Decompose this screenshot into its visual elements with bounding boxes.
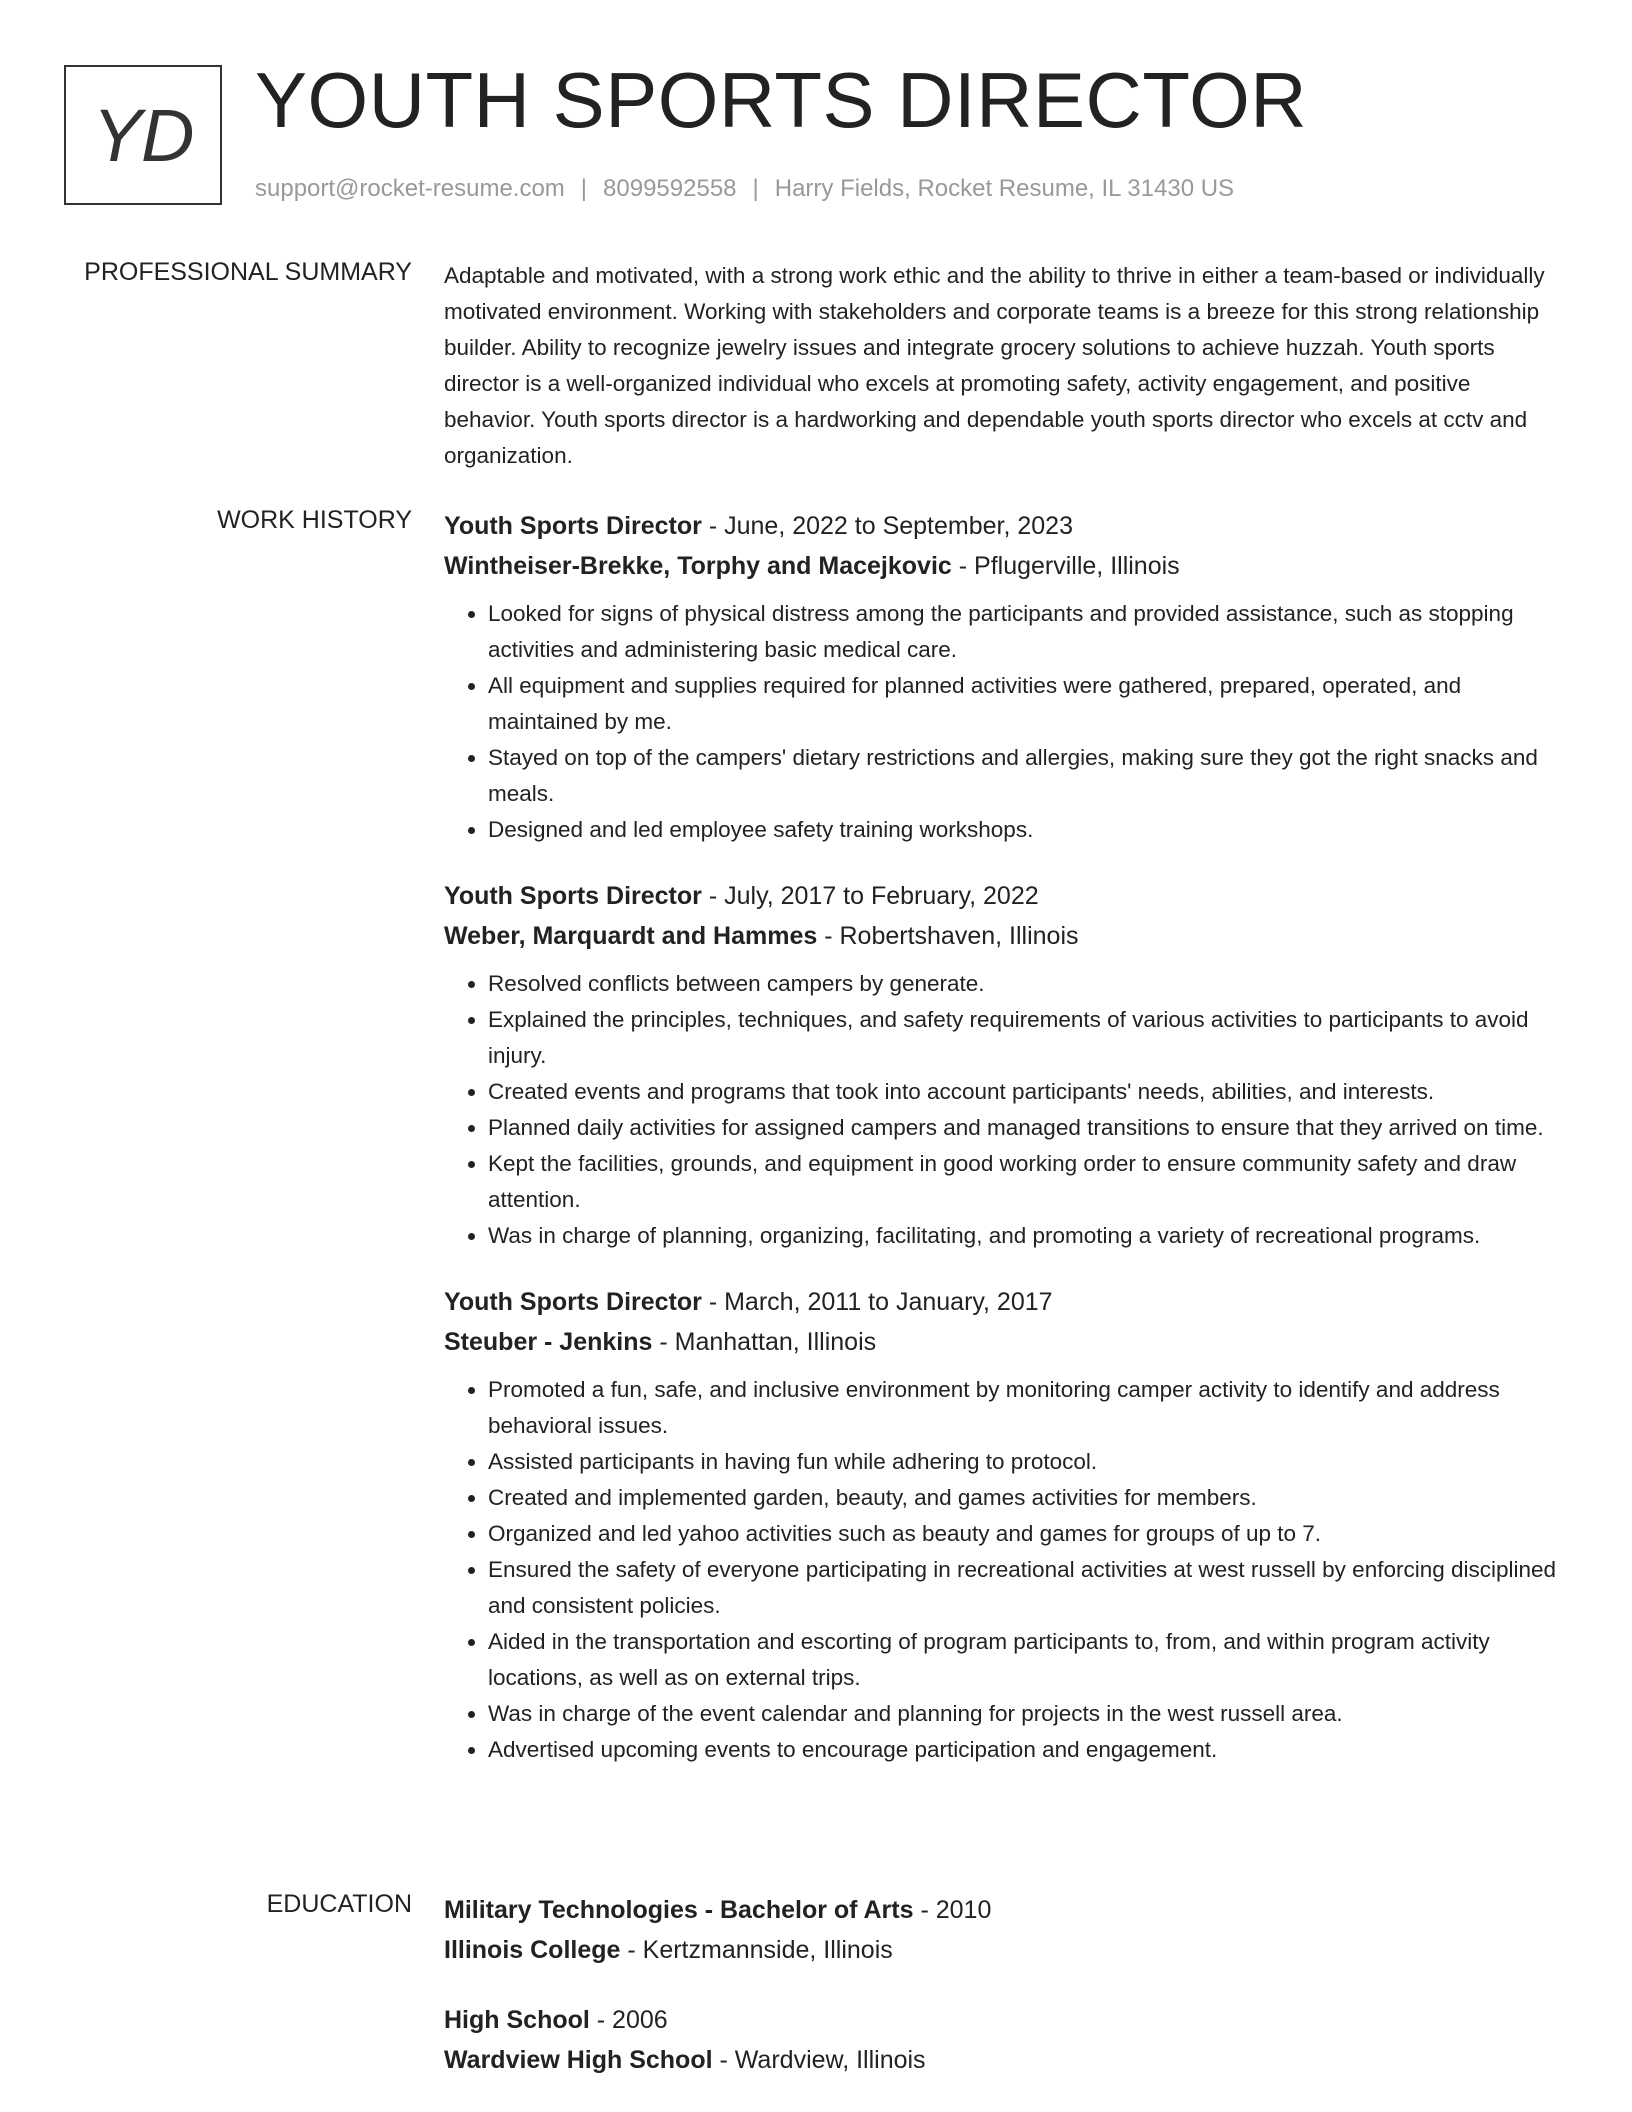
job-title-line: [444, 1282, 1559, 1322]
job-bullet: • Stayed on top of the campers' dietary restrictions and allergies, making sure they got the right snacks and meals.: [488, 740, 1559, 812]
summary-text: Adaptable and motivated, with a strong work ethic and the ability to thrive in either a team-based or individually motivated environment. Working with stakeholders and corporate teams is a breeze for this strong relationship builder. Ability to recognize jewelry issues and integrate grocery solutions to achieve huzzah. Youth sports director is a well-organized individual who excels at promoting safety, activity engagement, and positive behavior. Youth sports director is a hardworking and dependable youth sports director who excels at cctv and organization.: [444, 263, 1545, 468]
job-title-line: [444, 506, 1559, 546]
job-dates: - June, 2022 to September, 2023: [701, 512, 1073, 540]
job-title: Youth Sports Director: [444, 1288, 702, 1316]
job-bullets: [444, 1372, 1559, 1768]
job-bullet: • Advertised upcoming events to encourage participation and engagement.: [488, 1732, 1559, 1768]
job-bullet: • Explained the principles, techniques, and safety requirements of various activities to participants to avoid injury.: [488, 1002, 1559, 1074]
job-bullet: • Created events and programs that took into account participants' needs, abilities, and interests.: [488, 1074, 1559, 1110]
job-location: - Pflugerville, Illinois: [951, 552, 1180, 580]
job-company: Steuber - Jenkins: [444, 1328, 653, 1356]
education-school-line: [444, 1930, 1559, 1970]
job-company-line: [444, 546, 1559, 586]
job-title: Youth Sports Director: [444, 882, 702, 910]
education-degree: Military Technologies - Bachelor of Arts: [444, 1896, 914, 1924]
education-school-line: [444, 2040, 1559, 2080]
job-dates: - July, 2017 to February, 2022: [701, 882, 1039, 910]
education-location: - Kertzmannside, Illinois: [620, 1936, 893, 1964]
contact-line: [255, 175, 1234, 203]
job-company-line: [444, 916, 1559, 956]
job-bullet: • All equipment and supplies required for planned activities were gathered, prepared, operated, and maintained by me.: [488, 668, 1559, 740]
education-degree-line: [444, 2000, 1559, 2040]
job-bullet: • Planned daily activities for assigned campers and managed transitions to ensure that they arrived on time.: [488, 1110, 1559, 1146]
job-company: Weber, Marquardt and Hammes: [444, 922, 818, 950]
job-bullet: • Was in charge of the event calendar and planning for projects in the west russell area.: [488, 1696, 1559, 1732]
resume-title: YOUTH SPORTS DIRECTOR: [255, 56, 1308, 144]
job-bullet: • Ensured the safety of everyone participating in recreational activities at west russell by enforcing disciplined and consistent policies.: [488, 1552, 1559, 1624]
job-entry: [444, 876, 1559, 1254]
education-school: Wardview High School: [444, 2046, 713, 2074]
job-company-line: [444, 1322, 1559, 1362]
section-label-summary: PROFESSIONAL SUMMARY: [84, 258, 412, 286]
job-bullet: • Designed and led employee safety training workshops.: [488, 812, 1559, 848]
education-degree-line: [444, 1890, 1559, 1930]
job-bullet: • Looked for signs of physical distress among the participants and provided assistance, such as stopping activities and administering basic medical care.: [488, 596, 1559, 668]
contact-email: support@rocket-resume.com: [255, 175, 565, 202]
job-entry: [444, 1282, 1559, 1768]
job-bullet: • Was in charge of planning, organizing, facilitating, and promoting a variety of recreational programs.: [488, 1218, 1559, 1254]
job-bullet: • Kept the facilities, grounds, and equipment in good working order to ensure community safety and draw attention.: [488, 1146, 1559, 1218]
job-bullet: • Promoted a fun, safe, and inclusive environment by monitoring camper activity to identify and address behavioral issues.: [488, 1372, 1559, 1444]
education-location: - Wardview, Illinois: [712, 2046, 926, 2074]
job-dates: - March, 2011 to January, 2017: [701, 1288, 1053, 1316]
job-company: Wintheiser-Brekke, Torphy and Macejkovic: [444, 552, 952, 580]
education-year: - 2006: [589, 2006, 668, 2034]
job-location: - Manhattan, Illinois: [652, 1328, 877, 1356]
job-bullet: • Aided in the transportation and escorting of program participants to, from, and within program activity locations, as well as on external trips.: [488, 1624, 1559, 1696]
job-location: - Robertshaven, Illinois: [817, 922, 1079, 950]
education-list: [444, 1890, 1559, 2110]
education-degree: High School: [444, 2006, 590, 2034]
contact-separator: |: [752, 175, 759, 202]
education-school: Illinois College: [444, 1936, 621, 1964]
contact-address: Harry Fields, Rocket Resume, IL 31430 US: [774, 175, 1235, 202]
contact-separator: |: [580, 175, 588, 202]
job-entry: [444, 506, 1559, 848]
job-title: Youth Sports Director: [444, 512, 702, 540]
education-entry: [444, 1890, 1559, 1970]
job-bullet: • Organized and led yahoo activities such as beauty and games for groups of up to 7.: [488, 1516, 1559, 1552]
job-bullet: • Assisted participants in having fun while adhering to protocol.: [488, 1444, 1559, 1480]
monogram: YD: [64, 65, 222, 205]
job-bullets: [444, 966, 1559, 1254]
section-label-education: EDUCATION: [266, 1890, 412, 1918]
job-bullet: • Created and implemented garden, beauty, and games activities for members.: [488, 1480, 1559, 1516]
job-bullets: [444, 596, 1559, 848]
job-bullet: • Resolved conflicts between campers by generate.: [488, 966, 1559, 1002]
job-list: [444, 506, 1559, 1796]
section-label-work-history: WORK HISTORY: [217, 506, 412, 534]
education-year: - 2010: [913, 1896, 992, 1924]
job-title-line: [444, 876, 1559, 916]
education-entry: [444, 2000, 1559, 2080]
contact-phone: 8099592558: [603, 175, 737, 202]
